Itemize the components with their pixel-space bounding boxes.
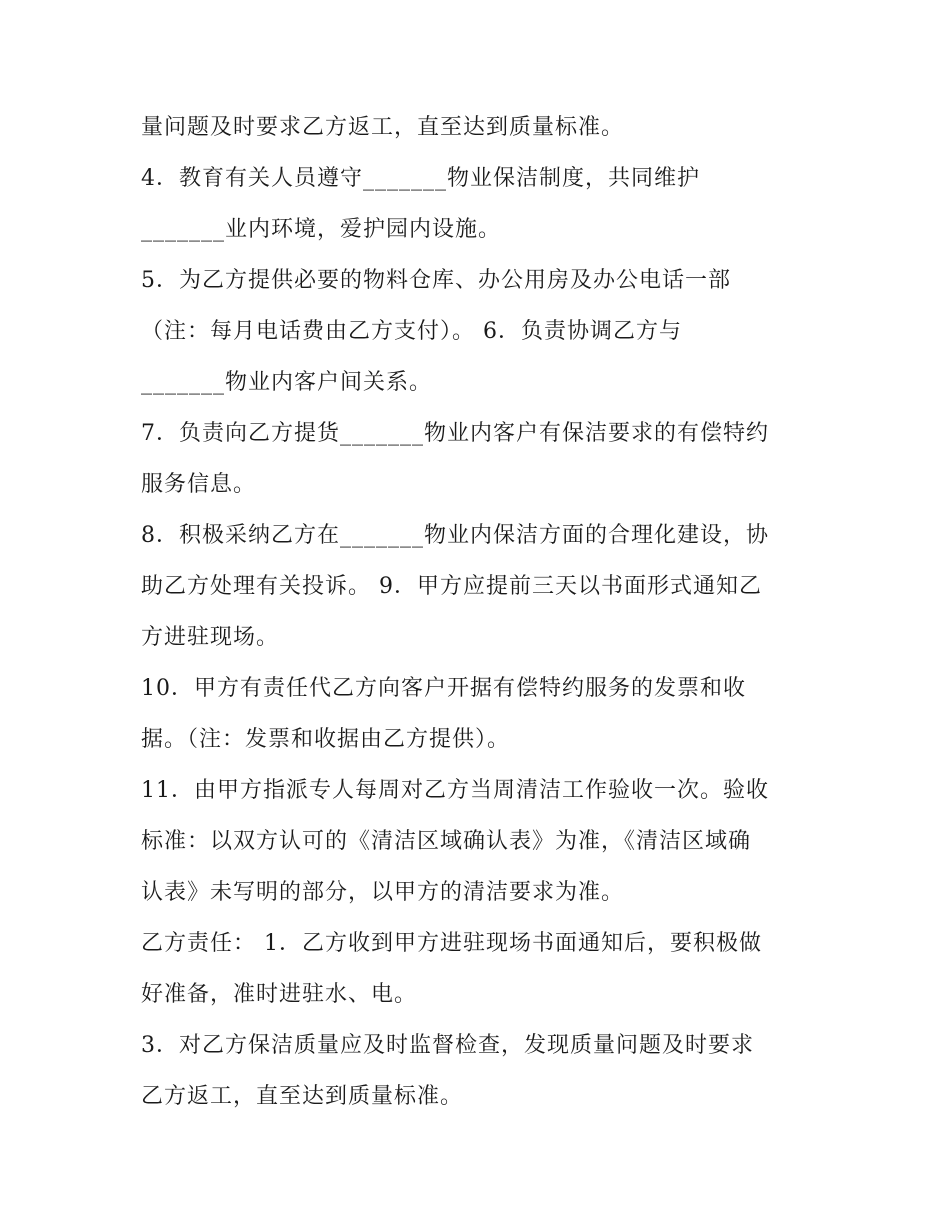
text-line: 3．对乙方保洁质量应及时监督检查，发现质量问题及时要求 bbox=[141, 1033, 754, 1058]
text-line: （注：每月电话费由乙方支付）。 6．负责协调乙方与 bbox=[141, 319, 682, 344]
text-line: 乙方责任： 1．乙方收到甲方进驻现场书面通知后，要积极做 bbox=[141, 931, 762, 956]
text-line: 11．由甲方指派专人每周对乙方当周清洁工作验收一次。验收 bbox=[141, 778, 769, 803]
text-line: _______业内环境，爱护园内设施。 bbox=[141, 217, 502, 242]
text-line: 10．甲方有责任代乙方向客户开据有偿特约服务的发票和收 bbox=[141, 676, 746, 701]
text-line: 标准：以双方认可的《清洁区域确认表》为准，《清洁区域确 bbox=[141, 829, 752, 854]
text-line: 方进驻现场。 bbox=[141, 625, 280, 650]
text-line: 据。（注：发票和收据由乙方提供）。 bbox=[141, 727, 511, 752]
text-line: 7．负责向乙方提货_______物业内客户有保洁要求的有偿特约 bbox=[141, 421, 769, 446]
text-line: 服务信息。 bbox=[141, 472, 257, 497]
text-line: 认表》未写明的部分，以甲方的清洁要求为准。 bbox=[141, 880, 625, 905]
text-line: 5．为乙方提供必要的物料仓库、办公用房及办公电话一部 bbox=[141, 268, 731, 293]
text-line: 乙方返工，直至达到质量标准。 bbox=[141, 1084, 464, 1109]
text-line: 8．积极采纳乙方在_______物业内保洁方面的合理化建设，协 bbox=[141, 523, 769, 548]
text-line: 助乙方处理有关投诉。 9．甲方应提前三天以书面形式通知乙 bbox=[141, 574, 762, 599]
text-line: 好准备，准时进驻水、电。 bbox=[141, 982, 418, 1007]
text-line: 4．教育有关人员遵守_______物业保洁制度，共同维护 bbox=[141, 166, 700, 191]
text-line: _______物业内客户间关系。 bbox=[141, 370, 433, 395]
text-line: 量问题及时要求乙方返工，直至达到质量标准。 bbox=[141, 115, 625, 140]
